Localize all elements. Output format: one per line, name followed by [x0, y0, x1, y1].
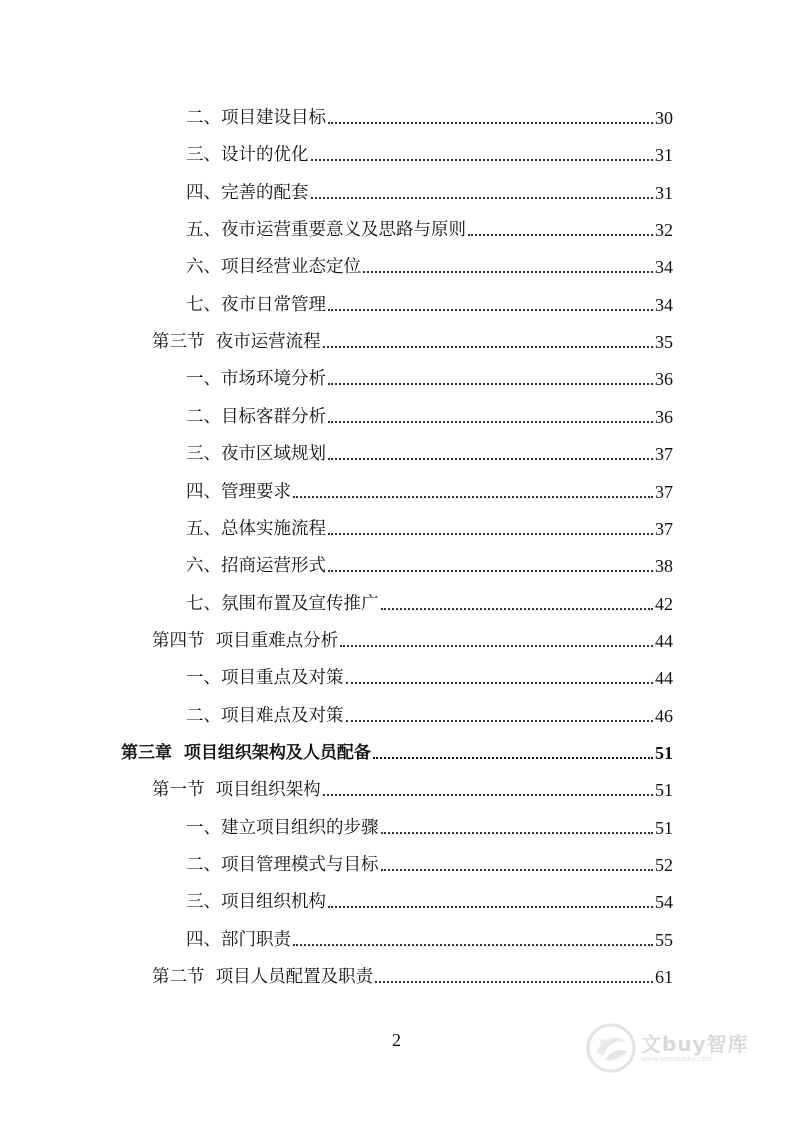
toc-dot-leader: [340, 645, 653, 647]
toc-entry-title: 六、招商运营形式: [186, 556, 326, 577]
toc-entry-page-number: 42: [655, 593, 673, 614]
watermark: [585, 1018, 755, 1078]
toc-entry-title: 五、夜市运营重要意义及思路与原则: [186, 220, 466, 241]
toc-entry[interactable]: [186, 890, 673, 914]
toc-entry-title: 第三节 夜市运营流程: [152, 332, 321, 353]
toc-entry-title: 二、目标客群分析: [186, 406, 326, 427]
toc-dot-leader: [373, 757, 653, 759]
watermark-title: 文buy智库: [641, 1031, 749, 1056]
toc-entry[interactable]: [186, 181, 673, 205]
toc-dot-leader: [381, 832, 654, 834]
toc-entry-page-number: 38: [655, 556, 673, 577]
toc-entry[interactable]: [152, 965, 673, 989]
toc-entry[interactable]: [152, 629, 673, 653]
toc-entry[interactable]: [186, 592, 673, 616]
toc-entry[interactable]: [121, 741, 673, 765]
toc-dot-leader: [328, 309, 653, 311]
toc-entry[interactable]: [186, 143, 673, 167]
toc-dot-leader: [346, 720, 654, 722]
toc-entry-page-number: 44: [655, 630, 673, 651]
toc-entry-page-number: 36: [655, 369, 673, 390]
toc-entry-title: 三、夜市区域规划: [186, 444, 326, 465]
toc-entry-title: 四、管理要求: [186, 481, 291, 502]
toc-dot-leader: [328, 122, 653, 124]
toc-dot-leader: [381, 869, 654, 871]
toc-entry-page-number: 51: [655, 742, 673, 763]
toc-dot-leader: [346, 682, 654, 684]
toc-entry[interactable]: [186, 106, 673, 130]
toc-entry-title: 一、项目重点及对策: [186, 668, 344, 689]
toc-dot-leader: [293, 496, 653, 498]
toc-entry[interactable]: [186, 554, 673, 578]
toc-entry-page-number: 55: [655, 929, 673, 950]
toc-entry-title: 第四节 项目重难点分析: [152, 630, 339, 651]
toc-entry-title: 四、部门职责: [186, 929, 291, 950]
toc-entry-page-number: 52: [655, 855, 673, 875]
watermark-logo-icon: [585, 1022, 637, 1074]
toc-entry-title: 第二节 项目人员配置及职责: [152, 967, 374, 988]
toc-entry[interactable]: [186, 928, 673, 952]
toc-entry[interactable]: [186, 405, 673, 429]
toc-entry[interactable]: [186, 367, 673, 391]
toc-entry-page-number: 37: [655, 444, 673, 465]
toc-entry-page-number: 36: [655, 406, 673, 427]
toc-dot-leader: [311, 159, 654, 161]
toc-entry-page-number: 46: [655, 705, 673, 726]
toc-dot-leader: [468, 234, 653, 236]
toc-entry-title: 六、项目经营业态定位: [186, 257, 361, 278]
toc-dot-leader: [328, 383, 653, 385]
toc-entry-page-number: 32: [655, 220, 673, 241]
toc-entry-title: 第一节 项目组织架构: [152, 780, 321, 801]
toc-entry-title: 三、项目组织机构: [186, 892, 326, 913]
toc-entry-page-number: 51: [655, 780, 673, 801]
toc-entry-page-number: 54: [655, 892, 673, 913]
toc-entry-page-number: 61: [655, 967, 673, 988]
toc-entry-title: 二、项目管理模式与目标: [186, 855, 379, 875]
toc-entry-title: 一、建立项目组织的步骤: [186, 817, 379, 838]
toc-dot-leader: [375, 981, 653, 983]
toc-entry[interactable]: [186, 816, 673, 840]
toc-entry-title: 第三章 项目组织架构及人员配备: [121, 742, 371, 763]
page-number: 2: [392, 1030, 401, 1050]
toc-entry-title: 二、项目建设目标: [186, 108, 326, 128]
toc-entry-title: 四、完善的配套: [186, 182, 309, 203]
toc-entry-page-number: 30: [655, 108, 673, 128]
toc-entry-page-number: 31: [655, 182, 673, 203]
toc-entry-page-number: 51: [655, 817, 673, 838]
toc-entry[interactable]: [152, 778, 673, 802]
toc-entry-title: 七、夜市日常管理: [186, 294, 326, 315]
toc-dot-leader: [328, 458, 653, 460]
toc-entry-title: 二、项目难点及对策: [186, 705, 344, 726]
toc-entry-page-number: 44: [655, 668, 673, 689]
toc-dot-leader: [328, 906, 653, 908]
toc-entry-title: 七、氛围布置及宣传推广: [186, 593, 379, 614]
toc-entry-page-number: 34: [655, 257, 673, 278]
toc-entry-title: 三、设计的优化: [186, 145, 309, 166]
toc-dot-leader: [328, 533, 653, 535]
toc-entry[interactable]: [186, 853, 673, 877]
toc-entry-page-number: 37: [655, 518, 673, 539]
toc-entry-page-number: 37: [655, 481, 673, 502]
toc-entry[interactable]: [186, 517, 673, 541]
toc-entry-page-number: 31: [655, 145, 673, 166]
toc-entry-title: 一、市场环境分析: [186, 369, 326, 390]
toc-dot-leader: [323, 794, 653, 796]
toc-dot-leader: [328, 421, 653, 423]
toc-entry-page-number: 35: [655, 332, 673, 353]
toc-entry[interactable]: [186, 704, 673, 728]
toc-entry-title: 五、总体实施流程: [186, 518, 326, 539]
toc-entry-page-number: 34: [655, 294, 673, 315]
toc-entry[interactable]: [186, 255, 673, 279]
toc-dot-leader: [363, 271, 653, 273]
toc-entry[interactable]: [186, 218, 673, 242]
toc-dot-leader: [328, 570, 653, 572]
toc-entry[interactable]: [186, 442, 673, 466]
toc-entry[interactable]: [152, 330, 673, 354]
watermark-url: www.wenduoku.com: [641, 1054, 713, 1063]
toc-dot-leader: [311, 197, 654, 199]
toc-entry[interactable]: [186, 666, 673, 690]
toc-entry[interactable]: [186, 293, 673, 317]
toc-entry[interactable]: [186, 480, 673, 504]
toc-dot-leader: [381, 608, 654, 610]
toc-dot-leader: [293, 944, 653, 946]
toc-dot-leader: [323, 346, 653, 348]
